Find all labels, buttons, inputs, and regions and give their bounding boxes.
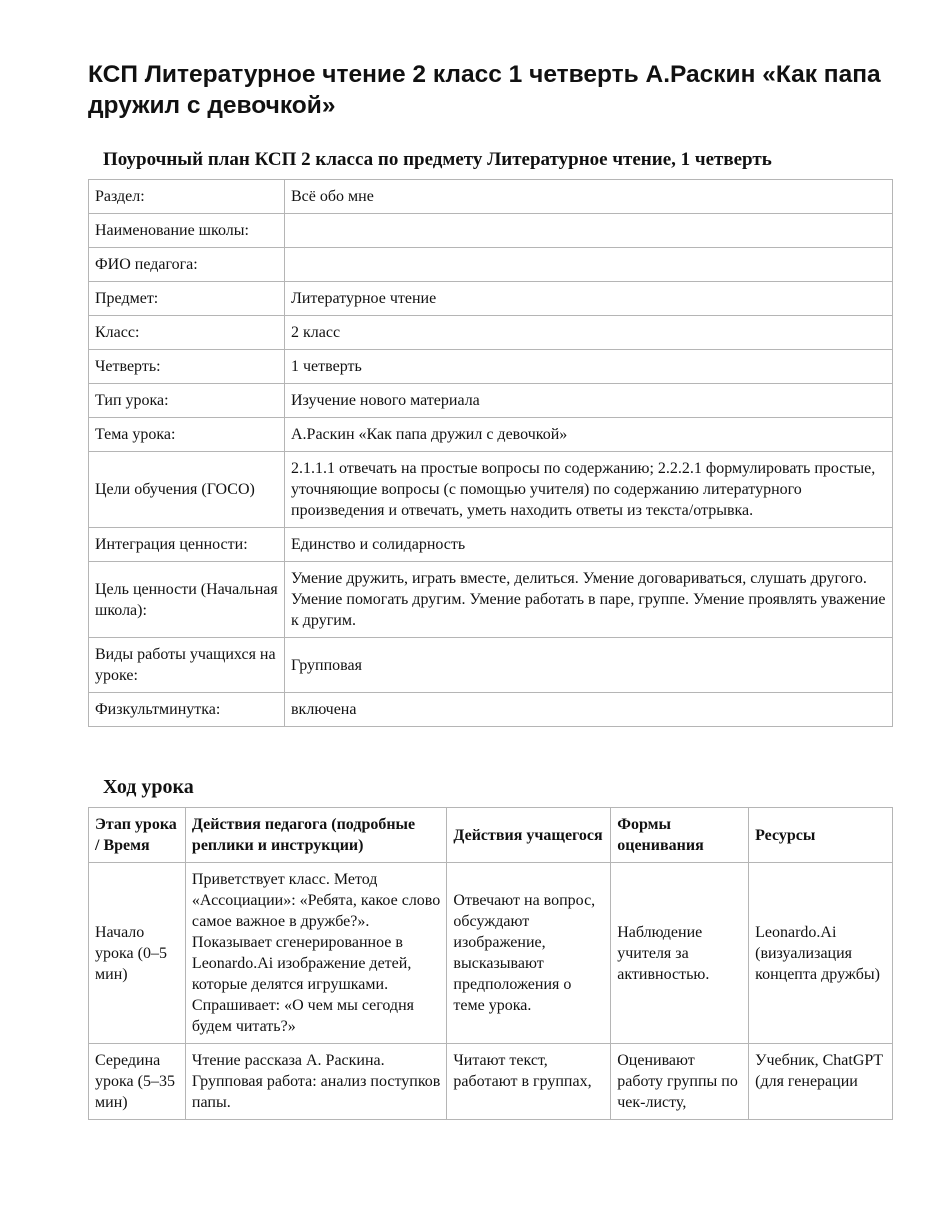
info-row [89,350,893,384]
cell-student-actions: Отвечают на вопрос, обсуждают изображение, высказывают предположения о теме урока. [447,863,611,1044]
info-row [89,562,893,638]
info-value: Изучение нового материала [285,384,893,418]
cell-student-actions: Читают текст, работают в группах, [447,1044,611,1120]
info-value: Единство и солидарность [285,528,893,562]
cell-assessment: Наблюдение учителя за активностью. [611,863,749,1044]
info-row [89,384,893,418]
lesson-info-table [88,179,893,727]
info-label: Раздел: [89,180,285,214]
info-value [285,214,893,248]
cell-resources: Учебник, ChatGPT (для генерации [749,1044,893,1120]
info-value: А.Раскин «Как папа дружил с девочкой» [285,418,893,452]
info-value: 1 четверть [285,350,893,384]
info-row [89,214,893,248]
info-label: Интеграция ценности: [89,528,285,562]
info-label: Виды работы учащихся на уроке: [89,638,285,693]
header-stage: Этап урока / Время [89,808,186,863]
info-row [89,452,893,528]
info-value: включена [285,693,893,727]
info-value: 2 класс [285,316,893,350]
cell-assessment: Оценивают работу группы по чек-листу, [611,1044,749,1120]
info-row [89,693,893,727]
cell-teacher-actions: Чтение рассказа А. Раскина. Групповая работа: анализ поступков папы. [185,1044,446,1120]
info-row [89,180,893,214]
info-value: Всё обо мне [285,180,893,214]
lesson-flow-table [88,807,893,1120]
lesson-row-start [89,863,893,1044]
header-student-actions: Действия учащегося [447,808,611,863]
info-label: Четверть: [89,350,285,384]
info-label: Предмет: [89,282,285,316]
info-label: Цель ценности (Начальная школа): [89,562,285,638]
info-value [285,248,893,282]
info-value: Литературное чтение [285,282,893,316]
info-label: Класс: [89,316,285,350]
info-label: ФИО педагога: [89,248,285,282]
info-row [89,282,893,316]
info-label: Цели обучения (ГОСО) [89,452,285,528]
info-label: Физкультминутка: [89,693,285,727]
cell-teacher-actions: Приветствует класс. Метод «Ассоциации»: «Ребята, какое слово самое важное в дружбе?». Показывает сгенерированное в Leonardo.Ai изображение детей, которые делятся игрушками. Спрашивает: «О чем мы сегодня будем читать?» [185,863,446,1044]
lesson-flow-title: Ход урока [103,776,194,798]
lesson-header-row [89,808,893,863]
info-value: Умение дружить, играть вместе, делиться. Умение договариваться, слушать другого. Умение помогать другим. Умение работать в паре, группе. Умение проявлять уважение к другим. [285,562,893,638]
info-row [89,528,893,562]
info-value: Групповая [285,638,893,693]
info-label: Тип урока: [89,384,285,418]
info-row [89,316,893,350]
lesson-row-middle [89,1044,893,1120]
header-teacher-actions: Действия педагога (подробные реплики и инструкции) [185,808,446,863]
plan-subtitle: Поурочный план КСП 2 класса по предмету Литературное чтение, 1 четверть [103,149,772,170]
document-title: КСП Литературное чтение 2 класс 1 четверть А.Раскин «Как папа дружил с девочкой» [88,61,881,119]
info-row [89,418,893,452]
header-resources: Ресурсы [749,808,893,863]
header-assessment: Формы оценивания [611,808,749,863]
info-row [89,248,893,282]
cell-stage: Начало урока (0–5 мин) [89,863,186,1044]
info-row [89,638,893,693]
info-label: Тема урока: [89,418,285,452]
cell-resources: Leonardo.Ai (визуализация концепта дружбы) [749,863,893,1044]
cell-stage: Середина урока (5–35 мин) [89,1044,186,1120]
info-value: 2.1.1.1 отвечать на простые вопросы по содержанию; 2.2.2.1 формулировать простые, уточняющие вопросы (с помощью учителя) по содержанию литературного произведения и отвечать, уметь находить ответы из текста/отрывка. [285,452,893,528]
info-label: Наименование школы: [89,214,285,248]
